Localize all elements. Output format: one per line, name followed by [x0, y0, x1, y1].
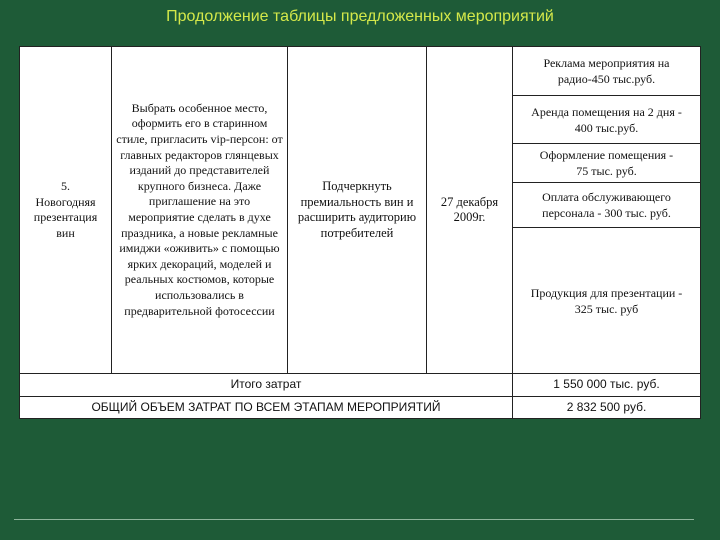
grand-total-row — [20, 397, 701, 419]
total-row — [20, 374, 701, 397]
cost-item-rent: Аренда помещения на 2 дня - 400 тыс.руб. — [513, 96, 701, 144]
cost-item-decor: Оформление помещения - 75 тыс. руб. — [513, 144, 701, 183]
total-value: 1 550 000 тыс. руб. — [513, 374, 701, 397]
cost-item-products: Продукция для презентации - 325 тыс. руб — [513, 228, 701, 374]
events-table-grid — [19, 46, 701, 419]
slide-title: Продолжение таблицы предложенных мероприятий — [166, 8, 554, 25]
table-row — [20, 47, 701, 96]
grand-total-label: ОБЩИЙ ОБЪЕМ ЗАТРАТ ПО ВСЕМ ЭТАПАМ МЕРОПРИЯТИЙ — [20, 397, 513, 419]
cost-item-radio: Реклама мероприятия на радио-450 тыс.руб. — [513, 47, 701, 96]
footer-divider — [14, 519, 694, 520]
events-table — [19, 46, 700, 419]
event-goal-cell: Подчеркнуть премиальность вин и расширить аудиторию потребителей — [288, 47, 427, 374]
event-description-cell: Выбрать особенное место, оформить его в старинном стиле, пригласить vip-персон: от главных редакторов глянцевых изданий до представителей крупного бизнеса. Даже приглашение на это мероприятие сделать в духе праздника, а новые рекламные имиджи «оживить» с помощью ярких декораций, моделей и реальных костюмов, которые использовались в предварительной фотосессии — [112, 47, 288, 374]
event-number: 5. — [61, 179, 70, 193]
total-label: Итого затрат — [20, 374, 513, 397]
event-number-and-name-cell — [20, 47, 112, 374]
cost-item-staff: Оплата обслуживающего персонала - 300 тыс. руб. — [513, 183, 701, 228]
event-date-cell: 27 декабря 2009г. — [427, 47, 513, 374]
grand-total-value: 2 832 500 руб. — [513, 397, 701, 419]
event-name: Новогодняя презентация вин — [33, 194, 98, 240]
